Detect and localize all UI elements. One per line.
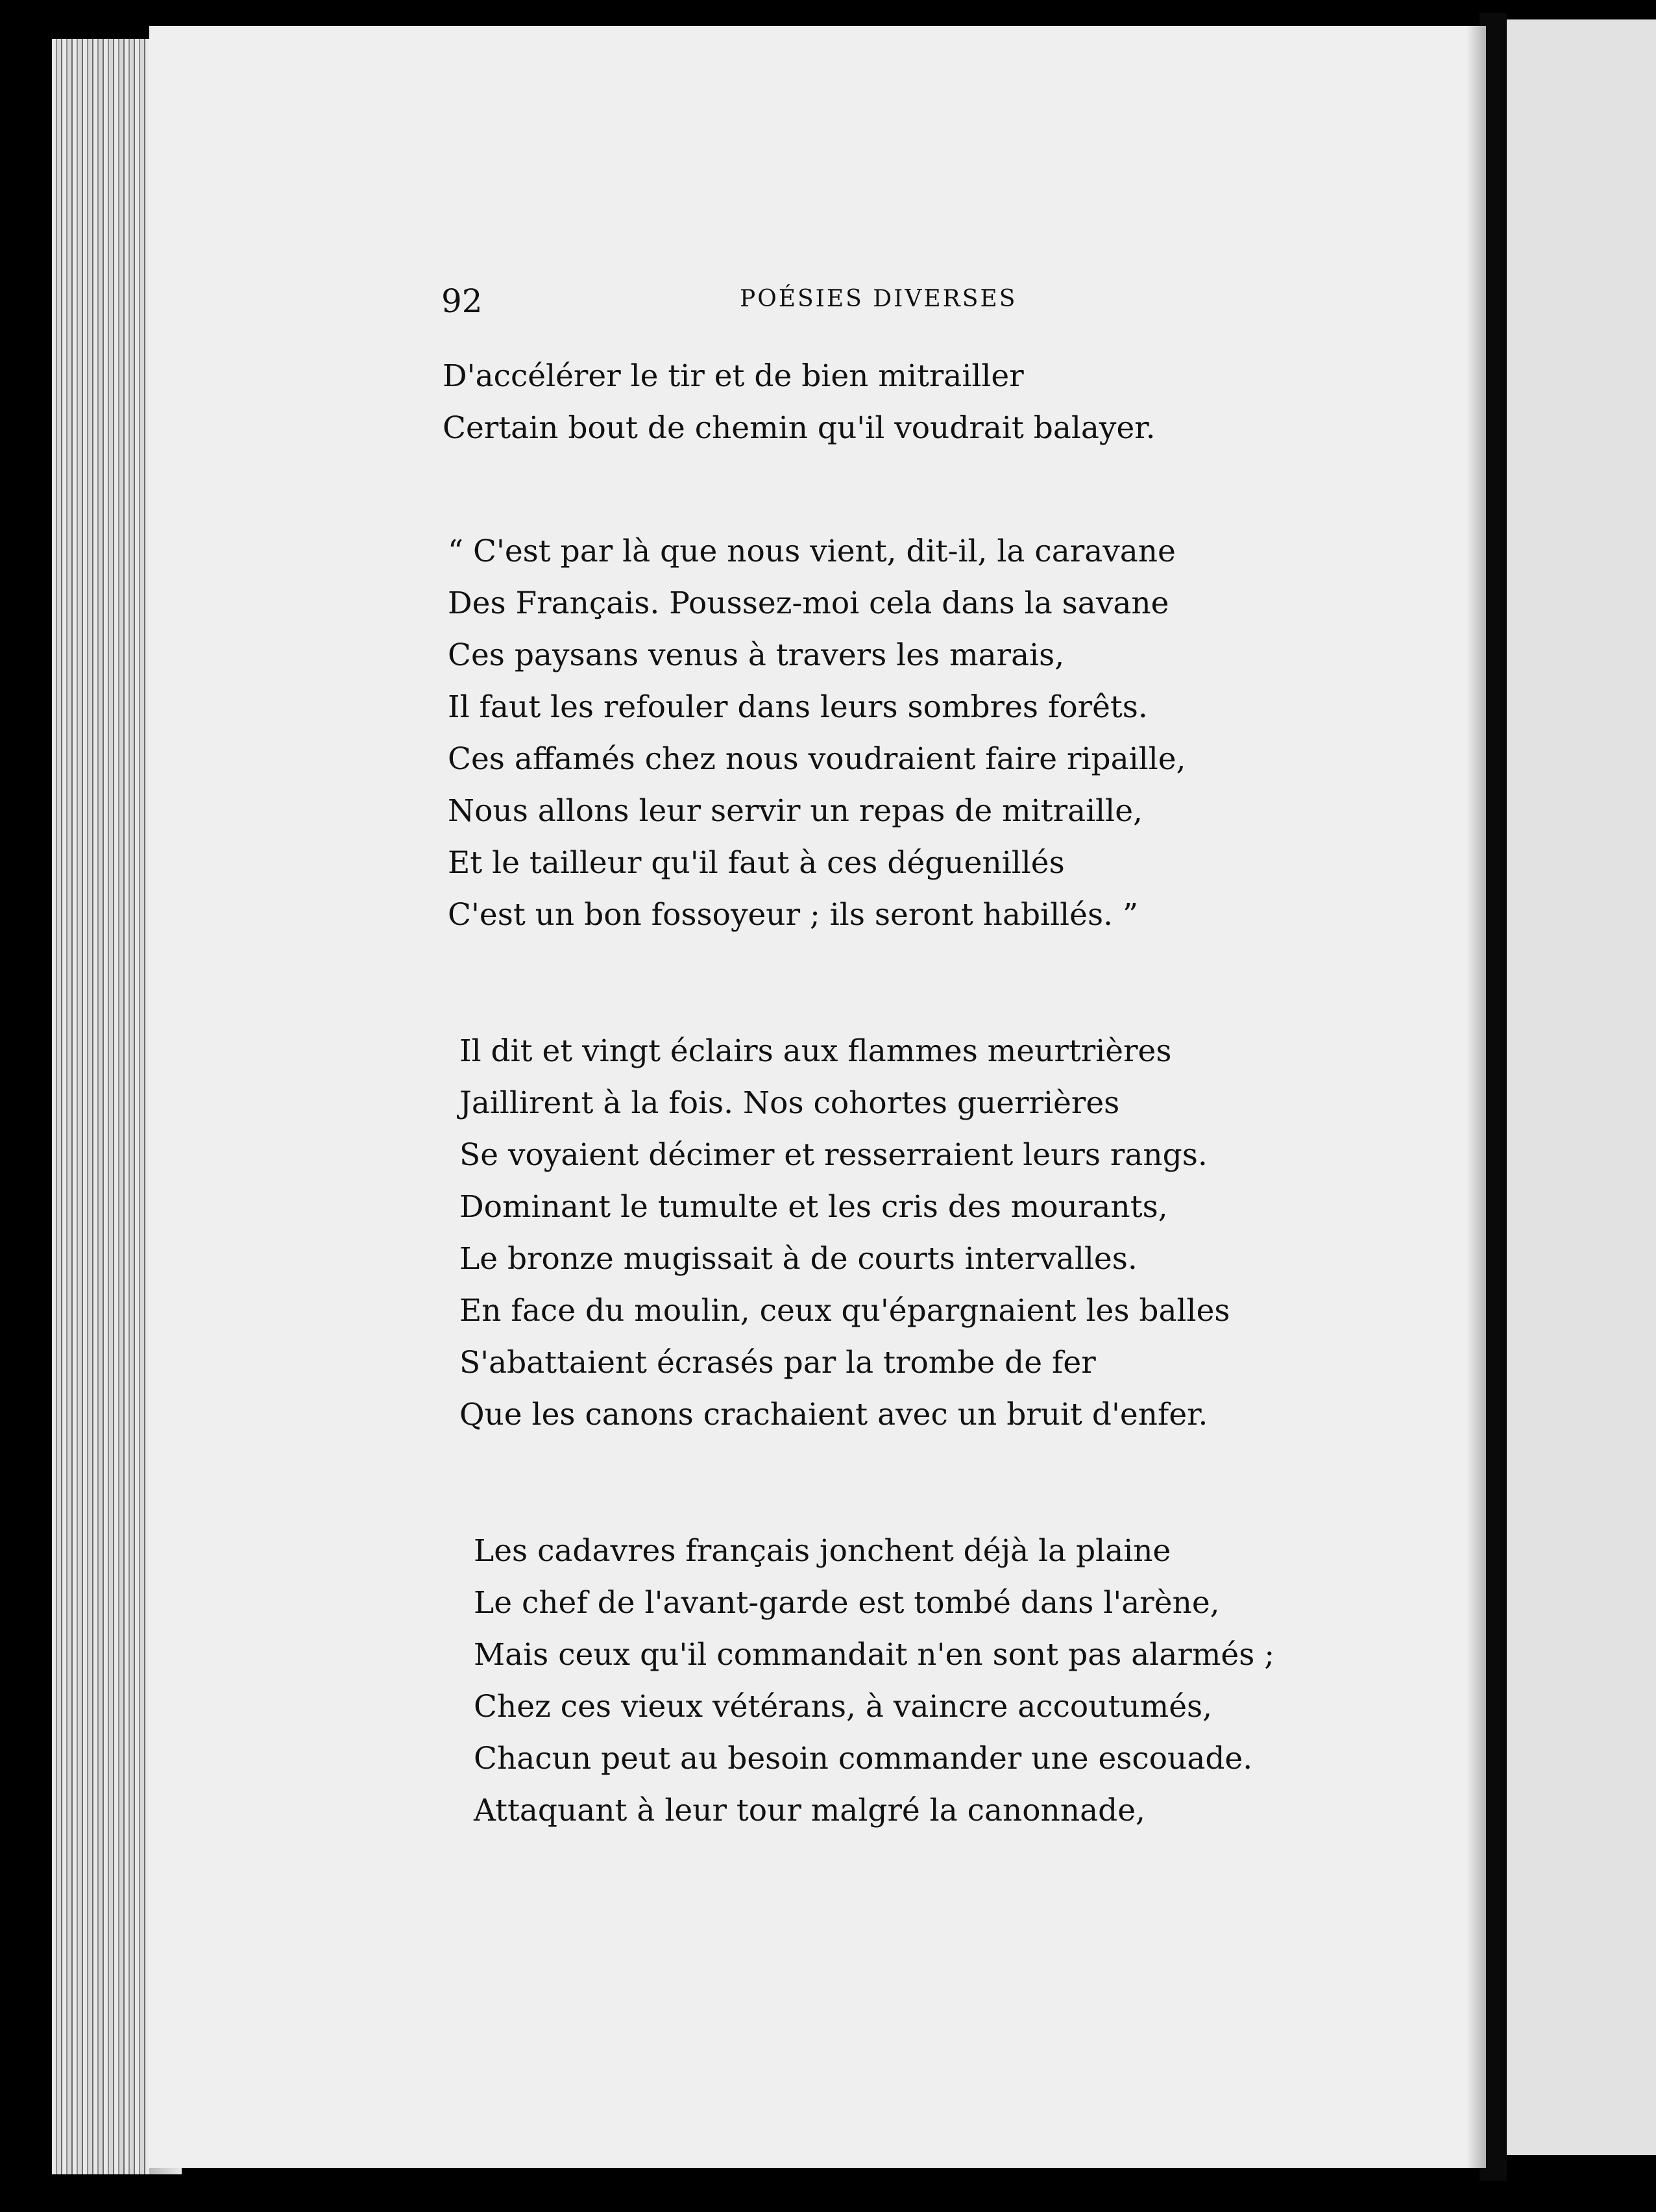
stanza-1	[443, 350, 1156, 454]
running-head: POÉSIES DIVERSES	[740, 286, 1017, 312]
verse-line: Le bronze mugissait à de courts intervalles.	[459, 1241, 1138, 1277]
verse-line: En face du moulin, ceux qu'épargnaient les balles	[459, 1293, 1230, 1329]
verse-line: Ces paysans venus à travers les marais,	[448, 637, 1065, 673]
verse-line: “ C'est par là que nous vient, dit-il, la caravane	[448, 534, 1176, 569]
verse-line: C'est un bon fossoyeur ; ils seront habillés. ”	[448, 897, 1138, 933]
verse-line: Il faut les refouler dans leurs sombres forêts.	[448, 689, 1148, 725]
verse-line: Chacun peut au besoin commander une escouade.	[474, 1741, 1253, 1776]
verse-line: Ces affamés chez nous voudraient faire ripaille,	[448, 741, 1186, 777]
verse-line: Jaillirent à la fois. Nos cohortes guerrières	[459, 1085, 1120, 1121]
verse-line: Des Français. Poussez-moi cela dans la savane	[448, 585, 1169, 621]
verse-line: Chez ces vieux vétérans, à vaincre accoutumés,	[474, 1689, 1213, 1725]
verse-line: Et le tailleur qu'il faut à ces déguenillés	[448, 845, 1065, 881]
page-number: 92	[441, 282, 483, 320]
verse-line: Que les canons crachaient avec un bruit d'enfer.	[459, 1397, 1208, 1432]
verse-line: Se voyaient décimer et resserraient leurs rangs.	[459, 1137, 1208, 1173]
verse-line: Nous allons leur servir un repas de mitraille,	[448, 793, 1143, 829]
verse-line: Dominant le tumulte et les cris des mourants,	[459, 1189, 1168, 1225]
verse-line: Mais ceux qu'il commandait n'en sont pas alarmés ;	[474, 1637, 1275, 1673]
verse-line: D'accélérer le tir et de bien mitrailler	[443, 358, 1024, 394]
verse-line: Il dit et vingt éclairs aux flammes meurtrières	[459, 1033, 1172, 1069]
verse-line: S'abattaient écrasés par la trombe de fer	[459, 1345, 1096, 1381]
stanza-4	[474, 1525, 1274, 1837]
verse-line: Les cadavres français jonchent déjà la plaine	[474, 1533, 1171, 1569]
next-page-edge	[1505, 19, 1656, 2155]
stanza-3	[459, 1026, 1230, 1441]
page-shadow	[1467, 26, 1486, 2168]
verse-line: Attaquant à leur tour malgré la canonnade,	[474, 1793, 1145, 1828]
verse-line: Certain bout de chemin qu'il voudrait balayer.	[443, 410, 1156, 446]
verse-line: Le chef de l'avant-garde est tombé dans l'arène,	[474, 1585, 1220, 1621]
stanza-2	[448, 526, 1186, 941]
